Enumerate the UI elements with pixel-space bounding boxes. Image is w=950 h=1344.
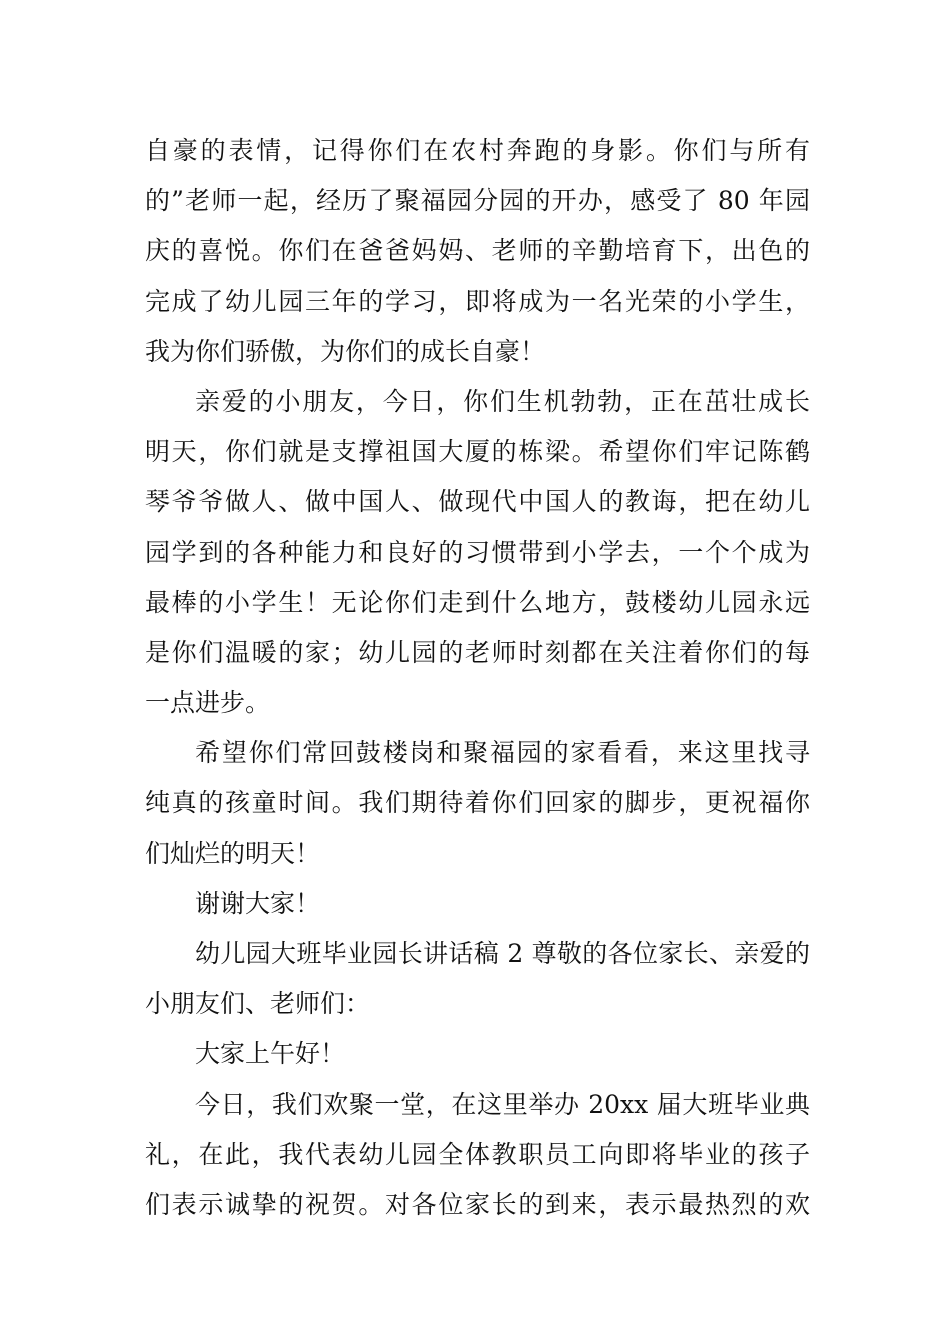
paragraph bbox=[145, 728, 810, 879]
document-body bbox=[145, 126, 810, 1230]
text-line: 我为你们骄傲，为你们的成长自豪！ bbox=[145, 336, 546, 366]
text-line: 园学到的各种能力和良好的习惯带到小学去，一个个成为 bbox=[145, 537, 810, 567]
paragraph bbox=[145, 1080, 810, 1231]
text-line: 的”老师一起，经历了聚福园分园的开办，感受了 80 年园 bbox=[145, 186, 810, 216]
text-line: 希望你们常回鼓楼岗和聚福园的家看看，来这里找寻 bbox=[195, 738, 810, 768]
text-line: 自豪的表情，记得你们在农村奔跑的身影。你们与所有 bbox=[145, 136, 810, 165]
paragraph bbox=[145, 929, 810, 1029]
text-line: 是你们温暖的家；幼儿园的老师时刻都在关注着你们的每 bbox=[145, 637, 810, 667]
text-line: 最棒的小学生！无论你们走到什么地方，鼓楼幼儿园永远 bbox=[145, 587, 810, 617]
paragraph bbox=[145, 1029, 810, 1079]
text-line: 们表示诚挚的祝贺。对各位家长的到来，表示最热烈的欢 bbox=[145, 1189, 810, 1219]
text-line: 小朋友们、老师们： bbox=[145, 989, 371, 1019]
text-line: 亲爱的小朋友，今日，你们生机勃勃，正在茁壮成长 bbox=[195, 386, 810, 416]
text-line: 幼儿园大班毕业园长讲话稿 2 尊敬的各位家长、亲爱的 bbox=[195, 939, 810, 968]
text-line: 琴爷爷做人、做中国人、做现代中国人的教诲，把在幼儿 bbox=[145, 487, 810, 517]
text-line: 纯真的孩童时间。我们期待着你们回家的脚步，更祝福你 bbox=[145, 788, 810, 818]
text-line: 礼，在此，我代表幼儿园全体教职员工向即将毕业的孩子 bbox=[145, 1139, 810, 1169]
paragraph bbox=[145, 377, 810, 728]
text-line: 大家上午好！ bbox=[195, 1039, 346, 1069]
paragraph bbox=[145, 879, 810, 929]
text-line: 谢谢大家！ bbox=[195, 888, 321, 918]
paragraph bbox=[145, 126, 810, 377]
text-line: 今日，我们欢聚一堂，在这里举办 20xx 届大班毕业典 bbox=[195, 1089, 810, 1119]
text-line: 明天，你们就是支撑祖国大厦的栋梁。希望你们牢记陈鹤 bbox=[145, 437, 810, 467]
text-line: 完成了幼儿园三年的学习，即将成为一名光荣的小学生， bbox=[145, 286, 810, 316]
text-line: 一点进步。 bbox=[145, 688, 271, 718]
text-line: 庆的喜悦。你们在爸爸妈妈、老师的辛勤培育下，出色的 bbox=[145, 236, 810, 266]
text-line: 们灿烂的明天！ bbox=[145, 838, 321, 868]
